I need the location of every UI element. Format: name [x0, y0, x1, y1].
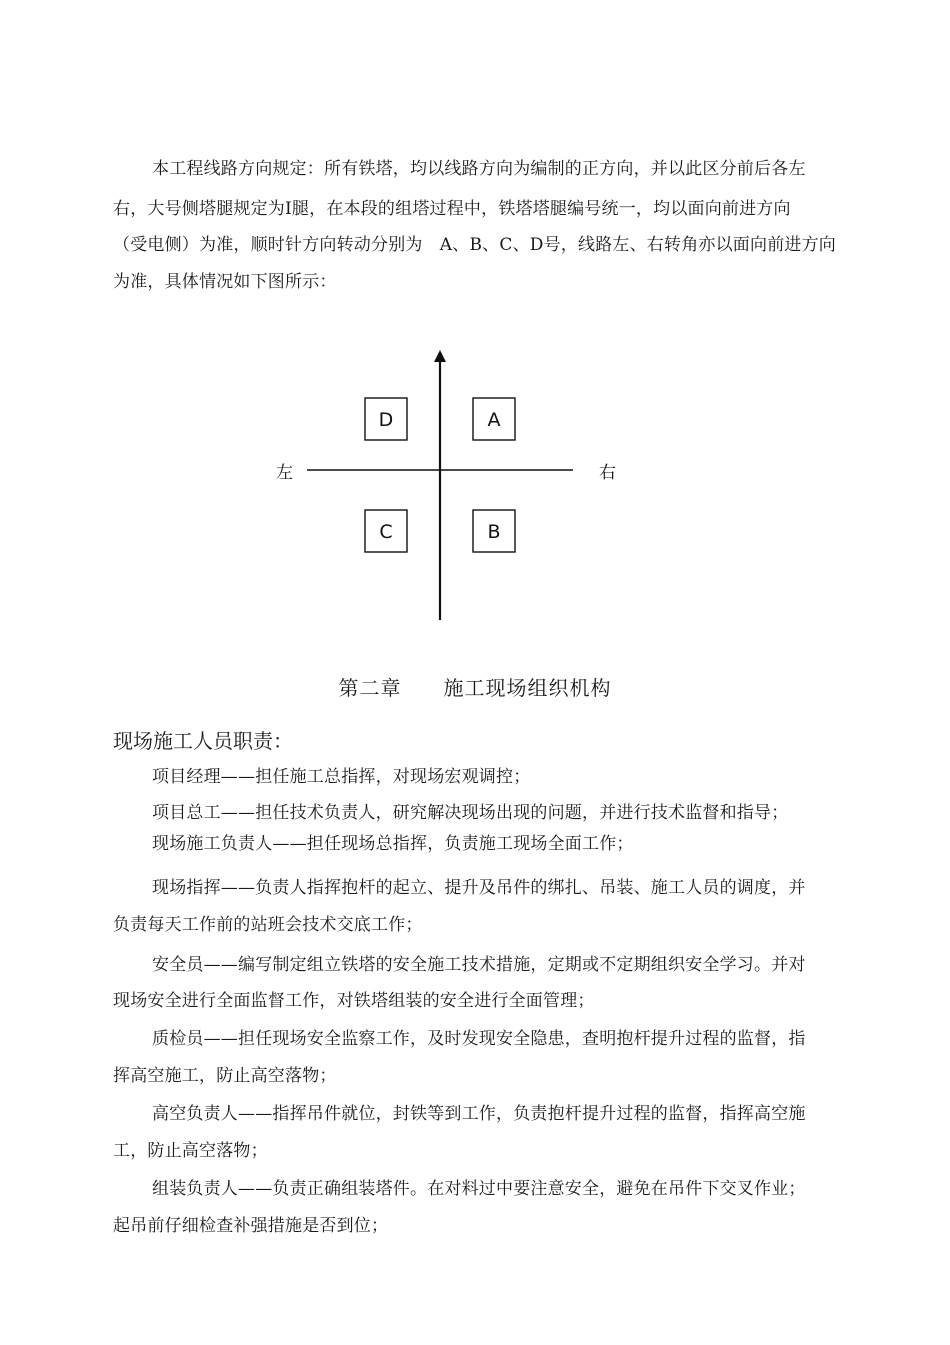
duty-line-11: 工，防止高空落物； — [113, 1141, 268, 1161]
duty-line-1: 项目经理——担任施工总指挥，对现场宏观调控； — [152, 767, 531, 787]
leg-d-label: D — [378, 409, 394, 431]
intro-line-2: 右，大号侧塔腿规定为Ⅰ腿，在本段的组塔过程中，铁塔塔腿编号统一，均以面向前进方向 — [113, 199, 791, 219]
forward-arrow-icon — [434, 350, 446, 362]
duty-line-10: 高空负责人——指挥吊件就位，封铁等到工作，负责抱杆提升过程的监督，指挥高空施 — [152, 1104, 806, 1124]
duty-line-2: 项目总工——担任技术负责人，研究解决现场出现的问题，并进行技术监督和指导； — [152, 803, 789, 823]
duty-line-9: 挥高空施工，防止高空落物； — [113, 1066, 337, 1086]
leg-b-label: B — [487, 521, 501, 543]
duty-line-5: 负责每天工作前的站班会技术交底工作； — [113, 915, 423, 935]
leg-a-label: A — [487, 409, 501, 431]
right-side-label: 右 — [599, 463, 616, 483]
intro-line-4: 为准，具体情况如下图所示： — [113, 272, 337, 292]
duty-line-6: 安全员——编写制定组立铁塔的安全施工技术措施，定期或不定期组织安全学习。并对 — [152, 955, 806, 975]
duty-line-7: 现场安全进行全面监督工作，对铁塔组装的安全进行全面管理； — [113, 991, 595, 1011]
duty-line-13: 起吊前仔细检查补强措施是否到位； — [113, 1216, 389, 1236]
intro-line-1: 本工程线路方向规定：所有铁塔，均以线路方向为编制的正方向，并以此区分前后各左 — [152, 159, 806, 179]
intro-line-3: （受电侧）为准，顺时针方向转动分别为 A、B、C、D号，线路左、右转角亦以面向前进方向 — [113, 235, 837, 255]
duty-line-12: 组装负责人——负责正确组装塔件。在对料过中要注意安全，避免在吊件下交叉作业； — [152, 1179, 806, 1199]
duty-line-3: 现场施工负责人——担任现场总指挥，负责施工现场全面工作； — [152, 834, 634, 854]
duty-line-4: 现场指挥——负责人指挥抱杆的起立、提升及吊件的绑扎、吊装、施工人员的调度，并 — [152, 878, 806, 898]
left-side-label: 左 — [276, 463, 293, 483]
leg-c-label: C — [379, 521, 393, 543]
chapter-title: 第二章 施工现场组织机构 — [338, 676, 612, 700]
duty-line-8: 质检员——担任现场安全监察工作，及时发现安全隐患，查明抱杆提升过程的监督，指 — [152, 1029, 806, 1049]
duties-heading: 现场施工人员职责： — [113, 729, 293, 753]
